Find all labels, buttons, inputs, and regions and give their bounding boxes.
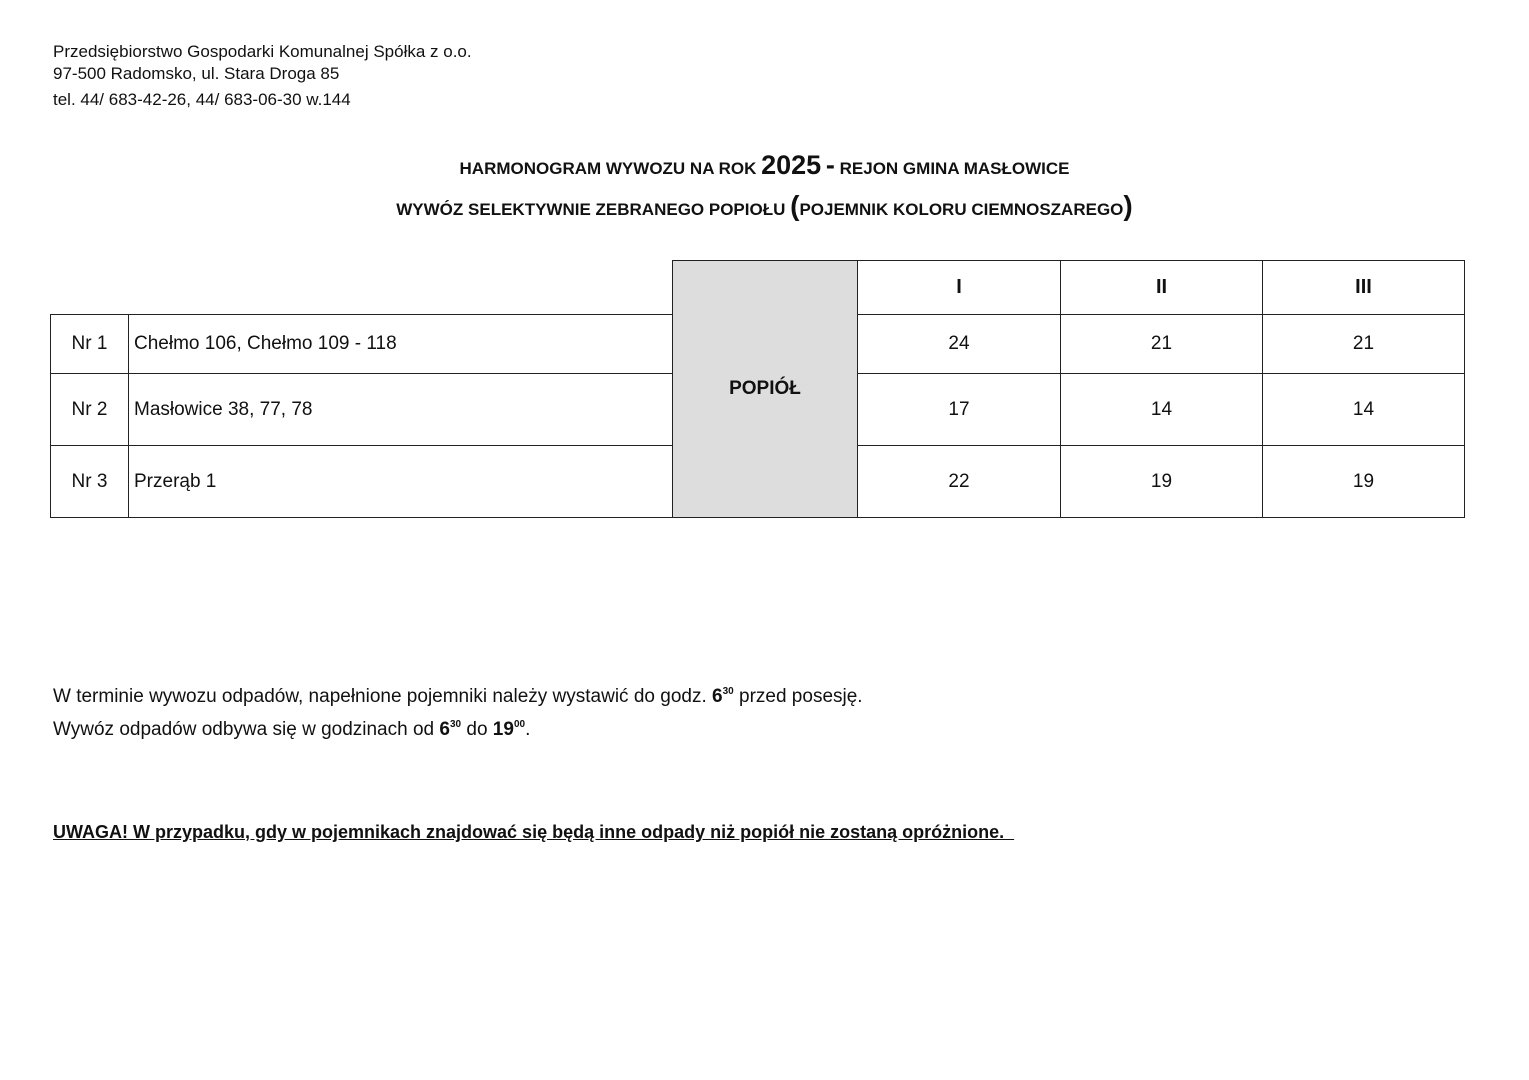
row-date: 22 (858, 446, 1061, 518)
note2-from-hour: 6 (439, 719, 450, 740)
row-number: Nr 1 (51, 315, 129, 374)
row-date: 19 (1061, 446, 1263, 518)
note2-to-hour: 19 (492, 719, 514, 740)
company-name: Przedsiębiorstwo Gospodarki Komunalnej Spółka z o.o. (53, 42, 472, 61)
note-placement-time (53, 686, 863, 708)
row-date: 21 (1061, 315, 1263, 374)
row-number: Nr 3 (51, 446, 129, 518)
row-date: 21 (1263, 315, 1465, 374)
row-date: 14 (1061, 374, 1263, 446)
subtitle-paren-open: ( (790, 190, 800, 221)
row-date: 17 (858, 374, 1061, 446)
month-header: III (1263, 261, 1465, 315)
note1-minutes: 30 (722, 686, 734, 697)
subtitle-paren-close: ) (1123, 190, 1133, 221)
note1-suffix: przed posesję. (733, 686, 863, 707)
note1-hour: 6 (712, 686, 723, 707)
title-year: 2025 (761, 150, 822, 180)
title-prefix: HARMONOGRAM WYWOZU NA ROK (459, 159, 757, 178)
subtitle-container: POJEMNIK KOLORU CIEMNOSZAREGO (799, 200, 1124, 219)
schedule-subtitle (0, 190, 1529, 222)
row-location: Masłowice 38, 77, 78 (129, 374, 673, 446)
subtitle-text: WYWÓZ SELEKTYWNIE ZEBRANEGO POPIOŁU (396, 200, 786, 219)
row-location: Przerąb 1 (129, 446, 673, 518)
company-address: 97-500 Radomsko, ul. Stara Droga 85 (53, 64, 340, 83)
header-blank-cell (51, 261, 673, 315)
row-date: 24 (858, 315, 1061, 374)
row-date: 19 (1263, 446, 1465, 518)
note2-end: . (525, 719, 531, 740)
row-number: Nr 2 (51, 374, 129, 446)
note2-text: Wywóz odpadów odbywa się w godzinach od (53, 719, 435, 740)
waste-type-cell: POPIÓŁ (673, 261, 858, 518)
note2-from-minutes: 30 (449, 719, 462, 730)
company-phone: tel. 44/ 683-42-26, 44/ 683-06-30 w.144 (53, 90, 351, 109)
row-date: 14 (1263, 374, 1465, 446)
company-header (53, 41, 472, 111)
warning-notice: UWAGA! W przypadku, gdy w pojemnikach znajdować się będą inne odpady niż popiół nie zostaną opróżnione. (53, 822, 1015, 842)
title-dash: - (825, 150, 835, 180)
table-header-row (51, 261, 1465, 315)
note1-text: W terminie wywozu odpadów, napełnione pojemniki należy wystawić do godz. (53, 686, 707, 707)
row-location: Chełmo 106, Chełmo 109 - 118 (129, 315, 673, 374)
schedule-table (50, 260, 1465, 518)
month-header: II (1061, 261, 1263, 315)
month-header: I (858, 261, 1061, 315)
note2-to-minutes: 00 (513, 719, 526, 730)
title-region: REJON GMINA MASŁOWICE (839, 159, 1070, 178)
schedule-title (0, 150, 1529, 181)
note-collection-hours (53, 719, 530, 741)
note2-mid: do (461, 719, 493, 740)
